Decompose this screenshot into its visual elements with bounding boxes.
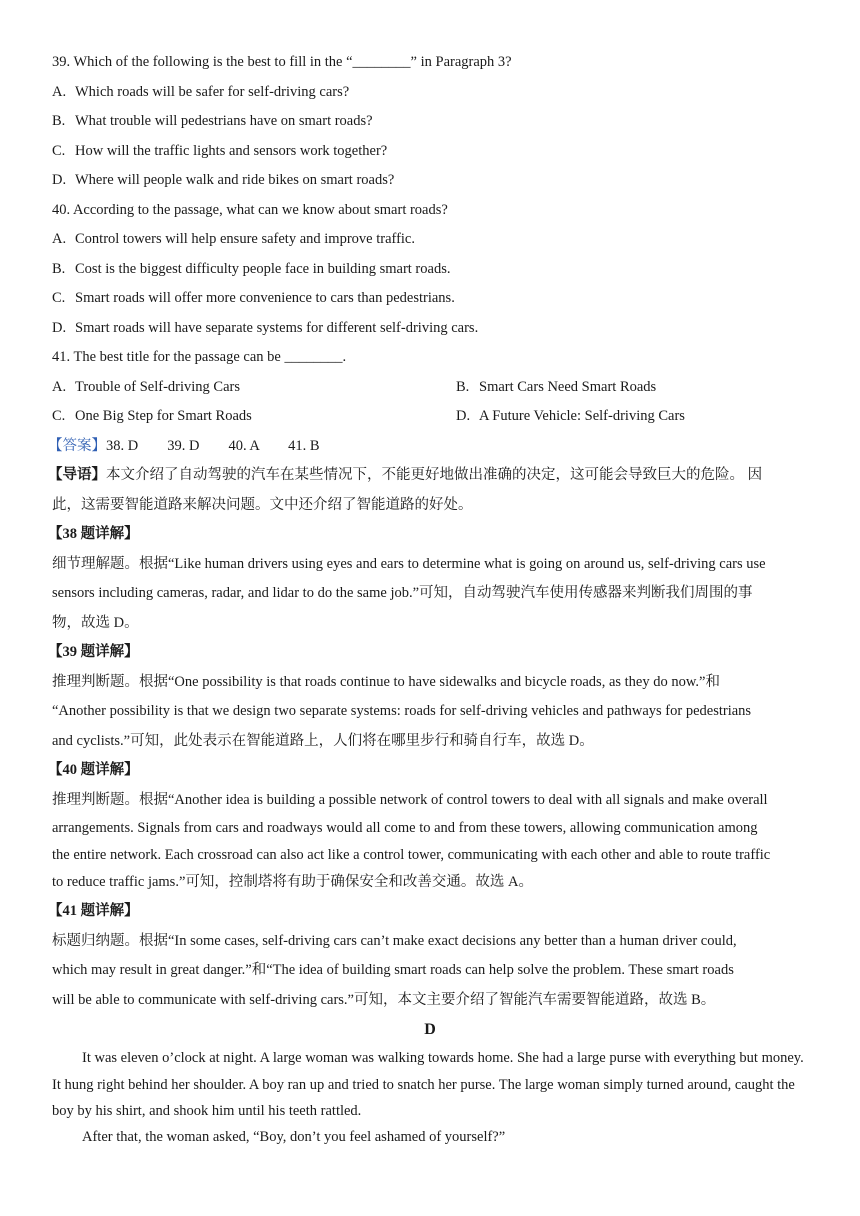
detail-38-heading: 【38 题详解】	[48, 526, 139, 542]
option-letter: B.	[52, 113, 66, 129]
question-39-stem: 39. Which of the following is the best to fill in the “________” in Paragraph 3?	[52, 54, 512, 70]
answer-text: 38. D 39. D 40. A 41. B	[106, 438, 320, 454]
detail-38-line-1: 细节理解题。根据“Like human drivers using eyes and ears to determine what is going on around us, self-driving cars use	[52, 556, 766, 572]
q41-option-a	[52, 379, 240, 395]
section-heading: D	[424, 1021, 436, 1038]
option-text: What trouble will pedestrians have on smart roads?	[75, 113, 373, 129]
option-text: Cost is the biggest difficulty people face in building smart roads.	[75, 261, 451, 277]
detail-40-line-4: to reduce traffic jams.”可知，控制塔将有助于确保安全和改善交通。故选 A。	[52, 874, 533, 890]
question-41-stem: 41. The best title for the passage can be ________.	[52, 349, 347, 365]
story-paragraph-2: After that, the woman asked, “Boy, don’t you feel ashamed of yourself?”	[82, 1129, 506, 1145]
q39-option-d	[52, 171, 812, 189]
option-text: Smart Cars Need Smart Roads	[479, 379, 657, 395]
answer-line	[48, 437, 808, 455]
q39-option-c	[52, 142, 812, 160]
detail-39-heading: 【39 题详解】	[48, 644, 139, 660]
option-text: Smart roads will have separate systems for different self-driving cars.	[75, 320, 479, 336]
detail-39-line-2: “Another possibility is that we design two separate systems: roads for self-driving vehicles and pathways for pedestrians	[52, 703, 752, 719]
detail-41-line-3: will be able to communicate with self-driving cars.”可知，本文主要介绍了智能汽车需要智能道路，故选 B。	[52, 992, 716, 1008]
detail-40-heading: 【40 题详解】	[48, 762, 139, 778]
q39-option-a	[52, 83, 812, 101]
option-text: Trouble of Self-driving Cars	[75, 379, 240, 395]
guide-tag: 【导语】	[48, 467, 106, 483]
detail-41-line-2: which may result in great danger.”和“The idea of building smart roads can help solve the problem. These smart roads	[52, 962, 734, 978]
option-letter: C.	[52, 290, 66, 306]
option-text: A Future Vehicle: Self-driving Cars	[479, 408, 685, 424]
q39-option-b	[52, 112, 812, 130]
q40-option-d	[52, 319, 812, 337]
option-text: Where will people walk and ride bikes on smart roads?	[75, 172, 395, 188]
detail-38-line-2: sensors including cameras, radar, and lidar to do the same job.”可知，自动驾驶汽车使用传感器来判断我们周围的事	[52, 585, 753, 601]
q41-options-row-2	[52, 407, 812, 425]
q41-option-d	[456, 407, 685, 425]
q40-option-c	[52, 289, 812, 307]
option-letter: B.	[52, 261, 66, 277]
option-letter: A.	[52, 379, 67, 395]
detail-40-line-1: 推理判断题。根据“Another idea is building a possible network of control towers to deal with all signals and make overall	[52, 792, 768, 808]
option-letter: B.	[456, 379, 470, 395]
detail-39-line-3: and cyclists.”可知，此处表示在智能道路上，人们将在哪里步行和骑自行车，故选 D。	[52, 733, 594, 749]
guide-line-1	[48, 466, 808, 484]
detail-40-line-2: arrangements. Signals from cars and roadways would all come to and from these towers, allowing communication among	[52, 820, 758, 836]
option-text: Control towers will help ensure safety and improve traffic.	[75, 231, 415, 247]
option-letter: D.	[456, 408, 471, 424]
option-text: How will the traffic lights and sensors work together?	[75, 143, 388, 159]
q40-option-a	[52, 230, 812, 248]
option-text: One Big Step for Smart Roads	[75, 408, 252, 424]
q41-option-b	[456, 378, 656, 396]
option-text: Smart roads will offer more convenience to cars than pedestrians.	[75, 290, 455, 306]
guide-line-2: 此，这需要智能道路来解决问题。文中还介绍了智能道路的好处。	[52, 497, 473, 513]
option-letter: A.	[52, 84, 67, 100]
story-paragraph-1: It was eleven o’clock at night. A large woman was walking towards home. She had a large purse with everything but money. It hung right behind her shoulder. A boy ran up and tried to snatch her purse. The large woman simply turned around, caught the boy by his shirt, and shook him until his teeth rattled.	[52, 1050, 804, 1119]
guide-text-1: 本文介绍了自动驾驶的汽车在某些情况下，不能更好地做出准确的决定，这可能会导致巨大的危险。 因	[106, 467, 763, 483]
option-letter: D.	[52, 320, 67, 336]
q40-option-b	[52, 260, 812, 278]
option-letter: C.	[52, 143, 66, 159]
q41-options-row-1	[52, 378, 812, 396]
option-letter: C.	[52, 408, 66, 424]
detail-41-line-1: 标题归纳题。根据“In some cases, self-driving cars can’t make exact decisions any better than a human driver could,	[52, 933, 737, 949]
question-40-stem: 40. According to the passage, what can we know about smart roads?	[52, 202, 448, 218]
option-letter: A.	[52, 231, 67, 247]
detail-39-line-1: 推理判断题。根据“One possibility is that roads continue to have sidewalks and bicycle roads, as they do now.”和	[52, 674, 720, 690]
answer-tag: 【答案】	[48, 438, 106, 454]
q41-option-c	[52, 408, 252, 424]
detail-41-heading: 【41 题详解】	[48, 903, 139, 919]
detail-38-line-3: 物，故选 D。	[52, 615, 139, 631]
detail-40-line-3: the entire network. Each crossroad can also act like a control tower, communicating with each other and able to route traffic	[52, 847, 771, 863]
option-text: Which roads will be safer for self-driving cars?	[75, 84, 350, 100]
option-letter: D.	[52, 172, 67, 188]
